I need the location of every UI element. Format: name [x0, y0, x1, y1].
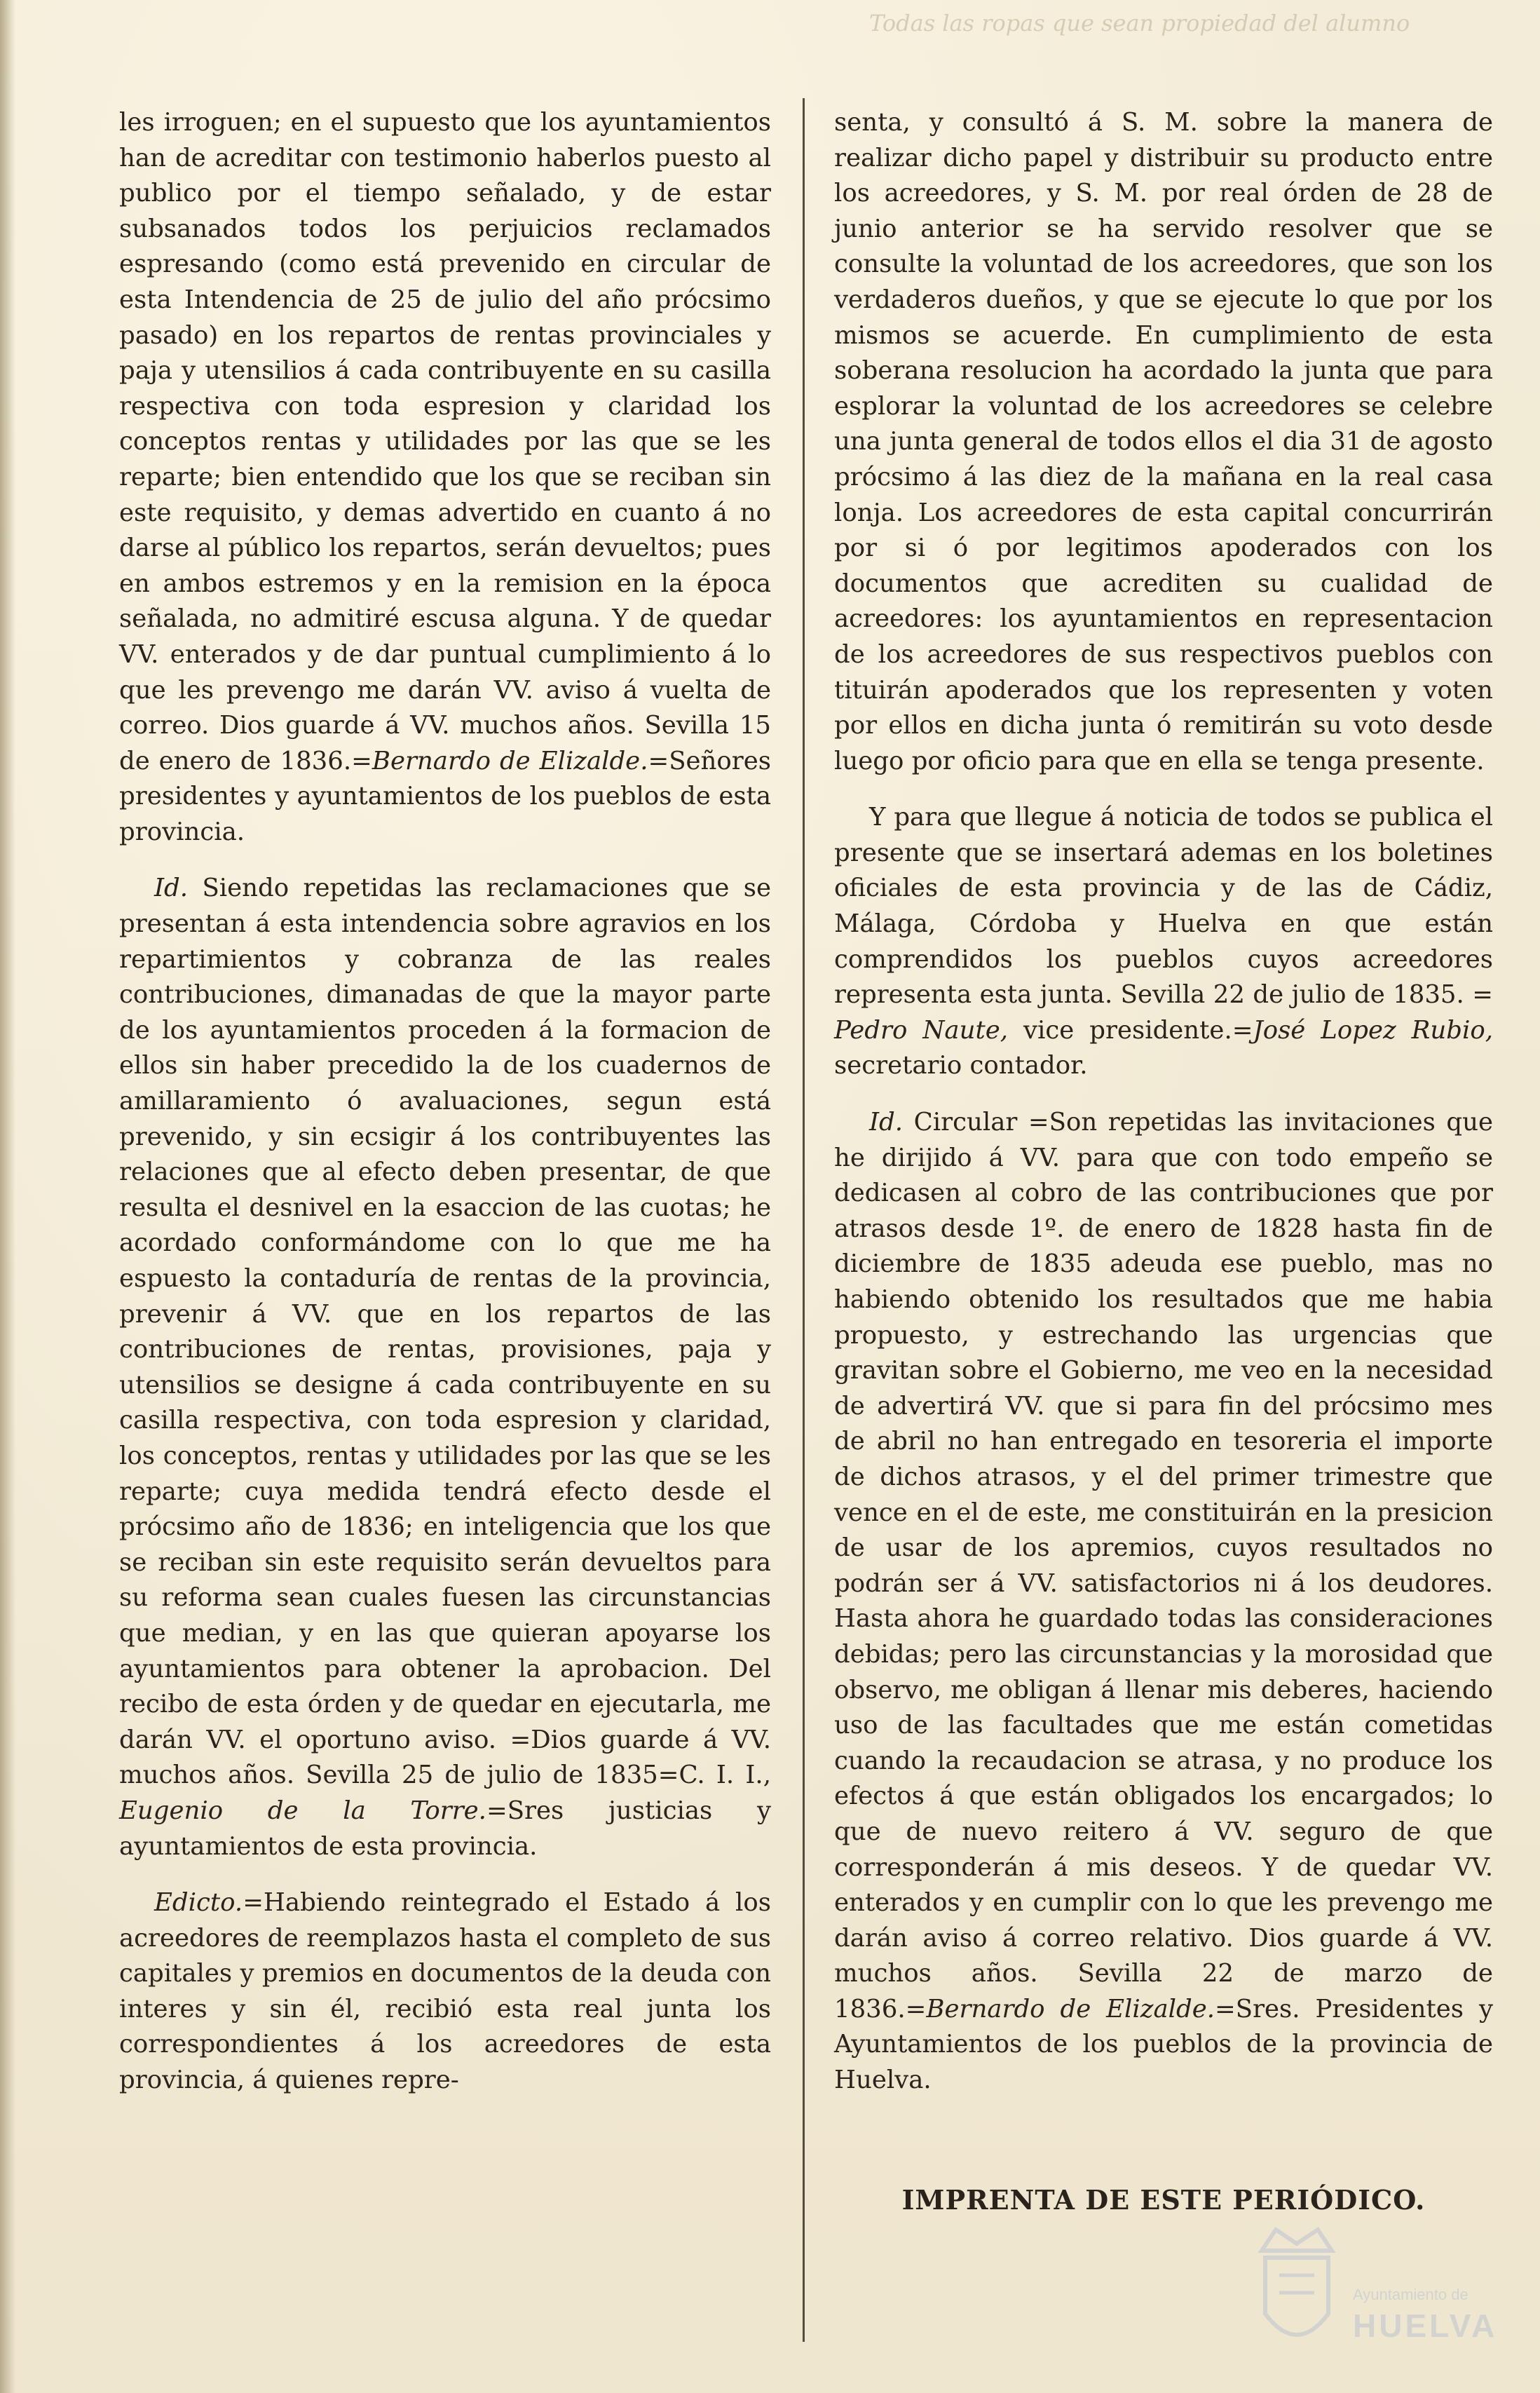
paragraph-text: =Habiendo reintegrado el Estado á los acreedores de reemplazos hasta el completo de sus capitales y premios en documentos de la deuda con interes y sin él, recibió esta real junta los correspondientes á los acreedores de esta provincia, á quienes repre- [119, 1888, 771, 2095]
watermark-line-2: HUELVA [1353, 2307, 1498, 2344]
paragraph-edicto-continued [834, 105, 1493, 779]
page-edge-shadow [0, 0, 15, 2393]
paragraph-tail: =Sres justicias y ayuntamientos de esta provincia. [119, 1796, 771, 1861]
left-column [119, 105, 771, 2120]
paragraph-tail: secretario contador. [834, 1051, 1088, 1080]
paragraph-circular-3 [834, 1105, 1493, 2099]
signature: Pedro Naute, [834, 1015, 1009, 1045]
signature: Eugenio de la Torre. [119, 1796, 486, 1825]
paragraph-lead: Edicto. [154, 1888, 243, 1918]
paragraph-text: Y para que llegue á noticia de todos se publica el presente que se insertará ademas en los boletines oficiales de esta provincia y de las de Cádiz, Málaga, Córdoba y Huelva en que están comprendidos los pueblos cuyos acreedores representa esta junta. Sevilla 22 de julio de 1835. = [834, 803, 1493, 1010]
watermark-line-1: Ayuntamiento de [1353, 2286, 1469, 2303]
paragraph-tail: =Señores presidentes y ayuntamientos de los pueblos de esta provincia. [119, 746, 771, 846]
signature: José Lopez Rubio, [1253, 1015, 1493, 1045]
paragraph-lead: Id. [869, 1108, 904, 1137]
signature: Bernardo de Elizalde. [926, 1994, 1215, 2023]
column-divider [803, 98, 805, 2342]
paragraph-tail: =Sres. Presidentes y Ayuntamientos de los pueblos de la provincia de Huelva. [834, 1994, 1493, 2095]
paragraph-publication [834, 800, 1493, 1084]
paragraph-text: Siendo repetidas las reclamaciones que se presentan á esta intendencia sobre agravios en los repartimientos y cobranza de las reales contribuciones, dimanadas de que la mayor parte de los ayuntamientos proceden á la formacion de ellos sin haber precedido la de los cuadernos de amillaramiento ó avaluaciones, segun está prevenido, y sin ecsigir á los contribuyentes las relaciones que al efecto deben presentar, de que resulta el desnivel en la esaccion de las cuotas; he acordado conformándome con lo que me ha espuesto la contaduría de rentas de la provincia, prevenir á VV. que en los repartos de las contribuciones de rentas, provisiones, paja y utensilios se designe á cada contribuyente en su casilla respectiva, con toda espresion y claridad, los conceptos, rentas y utilidades por las que se les reparte; cuya medida tendrá efecto desde el prócsimo año de 1836; en inteligencia que los que se reciban sin este requisito serán devueltos para su reforma sean cuales fuesen las circunstancias que median, y en las que quieran apoyarse los ayuntamientos para obtener la aprobacion. Del recibo de esta órden y de quedar en ejecutarla, me darán VV. el oportuno aviso. =Dios guarde á VV. muchos años. Sevilla 25 de julio de 1835=C. I. I., [119, 874, 771, 1790]
paragraph-circular-2 [119, 871, 771, 1864]
crown-shield-icon [1248, 2209, 1346, 2363]
signature: Bernardo de Elizalde. [372, 746, 648, 775]
right-column [834, 105, 1493, 2120]
imprint-footer: IMPRENTA DE ESTE PERIÓDICO. [901, 2184, 1426, 2216]
paragraph-lead: Id. [154, 874, 189, 903]
paragraph-edicto [119, 1885, 771, 2099]
paragraph-mid: vice presidente.= [1008, 1015, 1253, 1045]
bleed-through-text: Todas las ropas que sean propiedad del alumno [869, 10, 1410, 36]
watermark-seal [1248, 2209, 1500, 2370]
paragraph-circular-1 [119, 105, 771, 850]
paragraph-text: Circular =Son repetidas las invitaciones que he dirijido á VV. para que con todo empeño se dedicasen al cobro de las contribuciones que por atrasos desde 1º. de enero de 1828 hasta fin de diciembre de 1835 adeuda ese pueblo, mas no habiendo obtenido los resultados que me habia propuesto, y estrechando las urgencias que gravitan sobre el Gobierno, me veo en la necesidad de advertirá VV. que si para fin del prócsimo mes de abril no han entregado en tesoreria el importe de dichos atrasos, y el del primer trimestre que vence en el de este, me constituirán en la presicion de usar de los apremios, cuyos resultados no podrán ser á VV. satisfactorios ni á los deudores. Hasta ahora he guardado todas las consideraciones debidas; pero las circunstancias y la morosidad que observo, me obligan á llenar mis deberes, haciendo uso de las facultades que me están cometidas cuando la recaudacion se atrasa, y no produce los efectos á que están obligados los encargados; lo que de nuevo reitero á VV. seguro de que corresponderán á mis deseos. Y de quedar VV. enterados y en cumplir con lo que les prevengo me darán aviso á correo relativo. Dios guarde á VV. muchos años. Sevilla 22 de marzo de 1836.= [834, 1108, 1493, 2023]
paragraph-text: senta, y consultó á S. M. sobre la manera de realizar dicho papel y distribuir su producto entre los acreedores, y S. M. por real órden de 28 de junio anterior se ha servido resolver que se consulte la voluntad de los acreedores, que son los verdaderos dueños, y que se ejecute lo que por los mismos se acuerde. En cumplimiento de esta soberana resolucion ha acordado la junta que para esplorar la voluntad de los acreedores se celebre una junta general de todos ellos el dia 31 de agosto prócsimo á las diez de la mañana en la real casa lonja. Los acreedores de esta capital concurrirán por si ó por legitimos apoderados con los documentos que acrediten su cualidad de acreedores: los ayuntamientos en representacion de los acreedores de sus respectivos pueblos con tituirán apoderados que los representen y voten por ellos en dicha junta ó remitirán su voto desde luego por oficio para que en ella se tenga presente. [834, 108, 1493, 775]
paragraph-text: les irroguen; en el supuesto que los ayuntamientos han de acreditar con testimonio haberlos puesto al publico por el tiempo señalado, y de estar subsanados todos los perjuicios reclamados espresando (como está prevenido en circular de esta Intendencia de 25 de julio del año prócsimo pasado) en los repartos de rentas provinciales y paja y utensilios á cada contribuyente en su casilla respectiva con toda espresion y claridad los conceptos rentas y utilidades por las que se les reparte; bien entendido que los que se reciban sin este requisito, y demas advertido en cuanto á no darse al público los repartos, serán devueltos; pues en ambos estremos y en la remision en la época señalada, no admitiré escusa alguna. Y de quedar VV. enterados y de dar puntual cumplimiento á lo que les prevengo me darán VV. aviso á vuelta de correo. Dios guarde á VV. muchos años. Sevilla 15 de enero de 1836.= [119, 108, 771, 775]
